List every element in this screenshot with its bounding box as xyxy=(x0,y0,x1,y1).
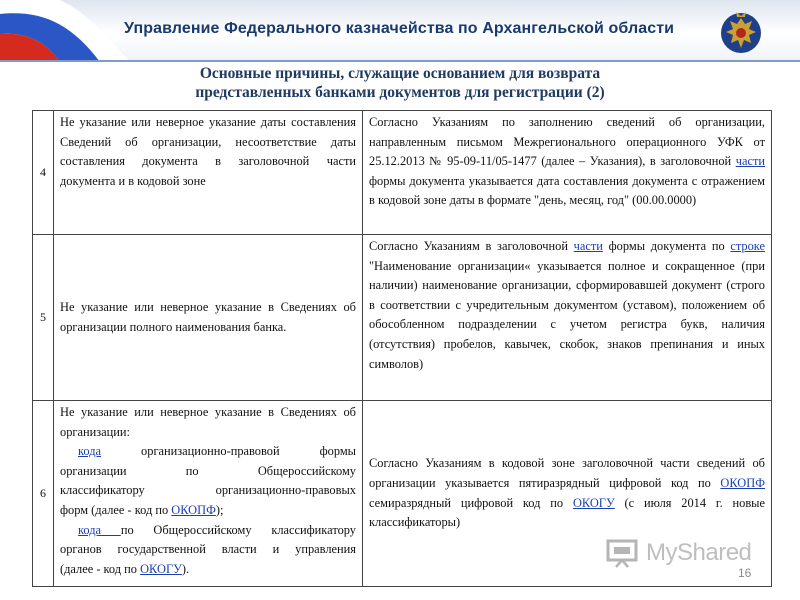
watermark-text: MyShared xyxy=(646,539,752,566)
link-okopf[interactable]: ОКОПФ xyxy=(720,475,765,490)
basis-text-cont: (с июля 2014 г. новые классификаторы) xyxy=(369,495,766,530)
reason-item-okogu-end: (далее - код по ОКОГУ). xyxy=(60,561,190,576)
link-chasti[interactable]: части xyxy=(573,239,603,253)
reason-item-okopf-line: организации по Общероссийскому xyxy=(60,463,356,478)
basis-text: Согласно Указаниям в кодовой зоне заголовочной части сведений об организации указывается пятиразрядный цифровой код по xyxy=(369,456,765,490)
row-number: 6 xyxy=(33,401,54,587)
basis-text: Согласно Указаниям в заголовочной xyxy=(369,239,574,253)
slide-title xyxy=(120,64,680,102)
organization-title: Управление Федерального казначейства по Архангельской области xyxy=(124,20,675,37)
row-number: 4 xyxy=(33,111,54,235)
table-row xyxy=(33,235,772,401)
table-row xyxy=(33,111,772,235)
double-headed-eagle-emblem-icon xyxy=(718,8,764,56)
header-banner xyxy=(0,0,800,62)
slide-title-line-1: Основные причины, служащие основанием для возврата xyxy=(199,65,601,82)
page-number: 16 xyxy=(738,566,752,580)
link-okogu[interactable]: ОКОГУ xyxy=(140,561,182,576)
russian-flag-wave-icon xyxy=(0,0,130,62)
link-koda[interactable]: кода xyxy=(78,444,102,459)
link-okogu[interactable]: ОКОГУ xyxy=(572,495,615,510)
basis-cell xyxy=(363,111,772,235)
basis-text-mid: формы документа по xyxy=(602,239,731,253)
reason-text: Не указание или неверное указание даты составления Сведений об организации, несоответствие даты составления документа в заголовочной части документа и в кодовой зоне xyxy=(60,115,356,188)
basis-text-cont: "Наименование организации« указывается полное и сокращенное (при наличии) наименование организации, сформировавшей документ (строго в соответствии с учредительным документом (уставом), положением об обособленном подразделении с учетом регистра букв, наличия (отсутствия) пробелов, кавычек, скобок, знаков препинания и иных символов) xyxy=(369,258,765,371)
reason-cell xyxy=(54,111,363,235)
reason-item-okopf-end: форм (далее - код по ОКОПФ); xyxy=(60,502,224,517)
basis-text-cont: формы документа указывается дата составления документа с отражением в кодовой зоне даты в формате "день, месяц, год" (00.00.0000) xyxy=(369,173,765,208)
reason-text: Не указание или неверное указание в Сведениях об организации полного наименования банка. xyxy=(60,299,356,334)
reason-cell xyxy=(54,235,363,401)
link-chasti[interactable]: части xyxy=(735,154,765,169)
reason-intro: Не указание или неверное указание в Сведениях об организации: xyxy=(60,405,356,439)
link-koda[interactable]: кода xyxy=(78,522,121,537)
basis-text-mid: семиразрядный цифровой код по xyxy=(369,495,573,510)
presentation-screen-icon xyxy=(606,538,640,568)
reasons-table xyxy=(32,110,772,587)
header-divider xyxy=(0,60,800,62)
basis-cell xyxy=(363,235,772,401)
reason-item-okopf: кода организационно-правовой формы xyxy=(78,444,356,459)
reason-item-okogu-line: органов государственной власти и управления xyxy=(60,542,356,557)
reason-item-okogu: кода по Общероссийскому классификатору xyxy=(78,522,356,537)
reason-cell xyxy=(54,401,363,587)
slide-title-line-2: представленных банками документов для регистрации (2) xyxy=(195,84,605,101)
link-okopf[interactable]: ОКОПФ xyxy=(171,502,216,517)
row-number: 5 xyxy=(33,235,54,401)
link-stroke[interactable]: строке xyxy=(730,239,766,253)
basis-text: Согласно Указаниям по заполнению сведений об организации, направленным письмом Межрегионального операционного УФК от 25.12.2013 № 95-09-11/05-1477 (далее – Указания), в заголовочной xyxy=(369,115,765,169)
reason-item-okopf-line: классификатору организационно-правовых xyxy=(60,483,356,498)
